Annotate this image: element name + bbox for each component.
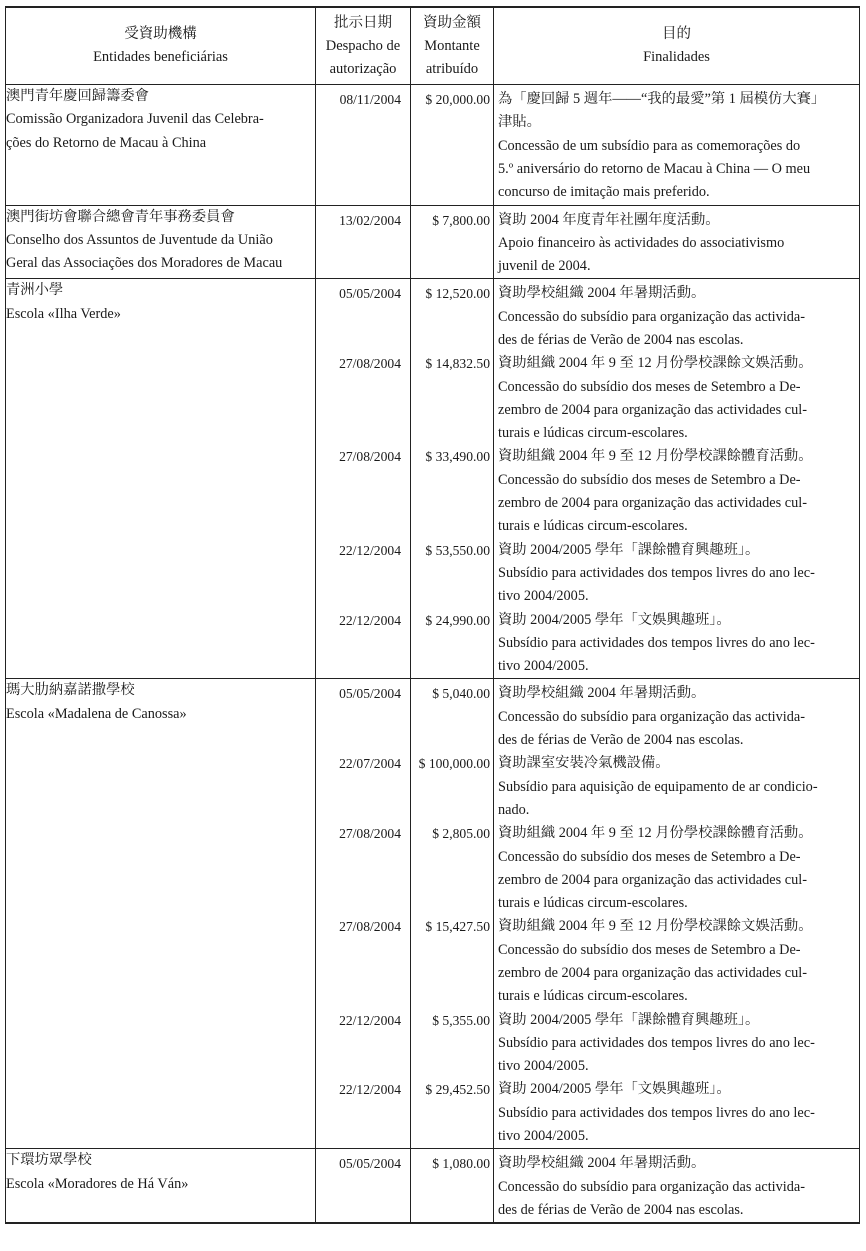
purpose-line: Concessão do subsídio dos meses de Setembro a De- xyxy=(498,848,801,865)
entity-name-line: Escola «Ilha Verde» xyxy=(6,305,121,322)
entry-amount: $ 15,427.50 xyxy=(425,919,490,935)
date-cell xyxy=(316,85,411,206)
header-amount-pt-2: atribuído xyxy=(425,60,479,77)
entry-purpose xyxy=(494,679,859,752)
table-row xyxy=(6,279,860,679)
entry-date: 27/08/2004 xyxy=(339,826,401,842)
entry-amount: $ 53,550.00 xyxy=(425,542,490,558)
entry-date: 27/08/2004 xyxy=(339,919,401,935)
amount-cell xyxy=(411,85,494,206)
entry-purpose xyxy=(494,85,859,204)
entry-purpose xyxy=(494,206,859,279)
entry-amount: $ 5,355.00 xyxy=(432,1012,490,1028)
entry-purpose xyxy=(494,539,859,609)
entry-amount: $ 33,490.00 xyxy=(425,449,490,465)
purpose-line: Concessão do subsídio para organização das activida- xyxy=(498,708,806,725)
entity-name-line: 澳門青年慶回歸籌委會 xyxy=(6,88,149,104)
entity-cell xyxy=(6,679,316,1149)
purpose-cell xyxy=(494,679,860,1149)
entry-date: 08/11/2004 xyxy=(339,92,401,107)
amount-cell xyxy=(411,205,494,279)
table-header-row xyxy=(6,7,860,85)
purpose-line: tivo 2004/2005. xyxy=(498,658,589,675)
purpose-line: 資助 2004/2005 學年「課餘體育興趣班」。 xyxy=(498,541,760,558)
entry-purpose xyxy=(494,915,859,1008)
purpose-line: Concessão do subsídio dos meses de Setembro a De- xyxy=(498,941,801,958)
purpose-line: des de férias de Verão de 2004 nas escolas. xyxy=(498,1201,744,1218)
table-row xyxy=(6,205,860,279)
purpose-line: 資助組織 2004 年 9 至 12 月份學校課餘體育活動。 xyxy=(498,825,813,842)
entry-date: 22/12/2004 xyxy=(339,1012,401,1028)
purpose-line: nado. xyxy=(498,801,530,818)
entity-name-line: 澳門街坊會聯合總會青年事務委員會 xyxy=(6,208,235,225)
entry-date: 22/12/2004 xyxy=(339,1082,401,1098)
purpose-line: turais e lúdicas circum-escolares. xyxy=(498,425,688,442)
purpose-line: zembro de 2004 para organização das actividades cul- xyxy=(498,871,807,888)
table-row xyxy=(6,85,860,206)
entry-purpose xyxy=(494,445,859,538)
entry-purpose xyxy=(494,1149,859,1222)
amount-cell xyxy=(411,279,494,679)
header-amount-zh: 資助金額 xyxy=(423,14,481,31)
entry-purpose xyxy=(494,352,859,445)
purpose-line: 資助組織 2004 年 9 至 12 月份學校課餘文娛活動。 xyxy=(498,355,813,372)
purpose-line: des de férias de Verão de 2004 nas escolas. xyxy=(498,331,744,348)
entity-cell xyxy=(6,279,316,679)
entry-amount: $ 2,805.00 xyxy=(432,826,490,842)
purpose-line: concurso de imitação mais preferido. xyxy=(498,184,710,201)
entry-amount: $ 7,800.00 xyxy=(432,212,490,228)
purpose-line: Subsídio para actividades dos tempos livres do ano lec- xyxy=(498,564,815,581)
table-row xyxy=(6,679,860,1149)
entity-cell xyxy=(6,85,316,206)
date-cell xyxy=(316,205,411,279)
purpose-line: 為「慶回歸 5 週年——“我的最愛”第 1 屆模仿大賽」 xyxy=(498,91,826,107)
date-cell xyxy=(316,279,411,679)
header-entities-zh: 受資助機構 xyxy=(124,26,197,42)
purpose-line: Subsídio para actividades dos tempos livres do ano lec- xyxy=(498,1104,815,1121)
purpose-line: 資助學校組織 2004 年暑期活動。 xyxy=(498,1155,706,1172)
amount-cell xyxy=(411,679,494,1149)
purpose-line: 資助 2004/2005 學年「課餘體育興趣班」。 xyxy=(498,1011,760,1028)
purpose-line: zembro de 2004 para organização das actividades cul- xyxy=(498,495,807,512)
purpose-line: 資助 2004/2005 學年「文娛興趣班」。 xyxy=(498,611,731,628)
entry-date: 27/08/2004 xyxy=(339,356,401,372)
entity-cell xyxy=(6,205,316,279)
purpose-line: turais e lúdicas circum-escolares. xyxy=(498,895,688,912)
purpose-line: tivo 2004/2005. xyxy=(498,1058,589,1075)
entry-date: 22/12/2004 xyxy=(339,612,401,628)
entry-amount: $ 1,080.00 xyxy=(432,1156,490,1172)
entry-date: 05/05/2004 xyxy=(339,686,401,702)
entity-name-line: Escola «Madalena de Canossa» xyxy=(6,705,187,722)
purpose-line: Concessão do subsídio para organização das activida- xyxy=(498,1178,806,1195)
header-date-pt-2: autorização xyxy=(329,60,397,77)
purpose-cell xyxy=(494,85,860,206)
entity-name-line: Comissão Organizadora Juvenil das Celebra- xyxy=(6,111,264,128)
header-date xyxy=(316,7,411,85)
header-purpose-zh: 目的 xyxy=(662,26,691,42)
header-date-zh: 批示日期 xyxy=(334,14,392,31)
entry-purpose xyxy=(494,609,859,679)
purpose-line: Subsídio para actividades dos tempos livres do ano lec- xyxy=(498,634,815,651)
purpose-line: Concessão do subsídio dos meses de Setembro a De- xyxy=(498,471,801,488)
header-purpose xyxy=(494,7,860,85)
entry-purpose xyxy=(494,822,859,915)
purpose-line: tivo 2004/2005. xyxy=(498,1128,589,1145)
table-row xyxy=(6,1149,860,1223)
header-entities xyxy=(6,7,316,85)
date-cell xyxy=(316,1149,411,1223)
header-amount xyxy=(411,7,494,85)
purpose-line: Concessão de um subsídio para as comemorações do xyxy=(498,137,801,154)
purpose-line: Subsídio para aquisição de equipamento de ar condicio- xyxy=(498,778,818,795)
purpose-cell xyxy=(494,279,860,679)
header-amount-pt-1: Montante xyxy=(424,37,480,54)
entity-name-line: Escola «Moradores de Há Ván» xyxy=(6,1175,189,1192)
entry-date: 22/12/2004 xyxy=(339,542,401,558)
purpose-cell xyxy=(494,1149,860,1223)
entry-date: 22/07/2004 xyxy=(339,756,401,772)
purpose-line: turais e lúdicas circum-escolares. xyxy=(498,518,688,535)
entry-date: 13/02/2004 xyxy=(339,212,401,228)
purpose-line: 資助 2004/2005 學年「文娛興趣班」。 xyxy=(498,1081,731,1098)
purpose-line: tivo 2004/2005. xyxy=(498,588,589,605)
entry-date: 27/08/2004 xyxy=(339,449,401,465)
entry-amount: $ 5,040.00 xyxy=(432,686,490,702)
entity-name-line: Conselho dos Assuntos de Juventude da União xyxy=(6,231,273,248)
entity-name-line: 下環坊眾學校 xyxy=(6,1152,92,1169)
entry-purpose xyxy=(494,1078,859,1148)
header-entities-pt: Entidades beneficiárias xyxy=(93,49,228,65)
entry-amount: $ 100,000.00 xyxy=(418,756,490,772)
header-purpose-pt: Finalidades xyxy=(643,49,710,65)
entity-cell xyxy=(6,1149,316,1223)
entity-name-line: Geral das Associações dos Moradores de Macau xyxy=(6,255,283,272)
purpose-line: 津貼。 xyxy=(498,114,541,131)
entry-purpose xyxy=(494,279,859,352)
header-date-pt-1: Despacho de xyxy=(325,37,401,54)
purpose-line: des de férias de Verão de 2004 nas escolas. xyxy=(498,732,744,749)
purpose-line: 資助組織 2004 年 9 至 12 月份學校課餘文娛活動。 xyxy=(498,918,813,935)
purpose-line: 資助學校組織 2004 年暑期活動。 xyxy=(498,285,706,302)
purpose-line: Subsídio para actividades dos tempos livres do ano lec- xyxy=(498,1034,815,1051)
purpose-line: zembro de 2004 para organização das actividades cul- xyxy=(498,965,807,981)
entry-purpose xyxy=(494,1009,859,1079)
purpose-line: zembro de 2004 para organização das actividades cul- xyxy=(498,401,807,418)
date-cell xyxy=(316,679,411,1149)
table-body xyxy=(6,85,860,1224)
purpose-line: Concessão do subsídio para organização das activida- xyxy=(498,308,806,325)
purpose-line: turais e lúdicas circum-escolares. xyxy=(498,988,688,1005)
entry-date: 05/05/2004 xyxy=(339,1156,401,1172)
entry-purpose xyxy=(494,752,859,822)
purpose-line: juvenil de 2004. xyxy=(498,258,591,275)
entry-amount: $ 20,000.00 xyxy=(425,92,490,107)
subsidy-table xyxy=(5,6,860,1224)
purpose-line: 資助課室安裝冷氣機設備。 xyxy=(498,755,670,772)
entity-name-line: 瑪大肋納嘉諾撒學校 xyxy=(6,682,135,699)
purpose-cell xyxy=(494,205,860,279)
entity-name-line: ções do Retorno de Macau à China xyxy=(6,134,207,151)
entry-date: 05/05/2004 xyxy=(339,286,401,302)
amount-cell xyxy=(411,1149,494,1223)
entity-name-line: 青洲小學 xyxy=(6,282,64,299)
purpose-line: 5.º aniversário do retorno de Macau à China — O meu xyxy=(498,160,811,177)
purpose-line: Concessão do subsídio dos meses de Setembro a De- xyxy=(498,378,801,395)
purpose-line: 資助組織 2004 年 9 至 12 月份學校課餘體育活動。 xyxy=(498,448,813,465)
purpose-line: 資助 2004 年度青年社團年度活動。 xyxy=(498,211,720,228)
entry-amount: $ 14,832.50 xyxy=(425,356,490,372)
entry-amount: $ 24,990.00 xyxy=(425,612,490,628)
purpose-line: 資助學校組織 2004 年暑期活動。 xyxy=(498,685,706,702)
entry-amount: $ 12,520.00 xyxy=(425,286,490,302)
entry-amount: $ 29,452.50 xyxy=(425,1082,490,1098)
purpose-line: Apoio financeiro às actividades do associativismo xyxy=(498,234,785,251)
